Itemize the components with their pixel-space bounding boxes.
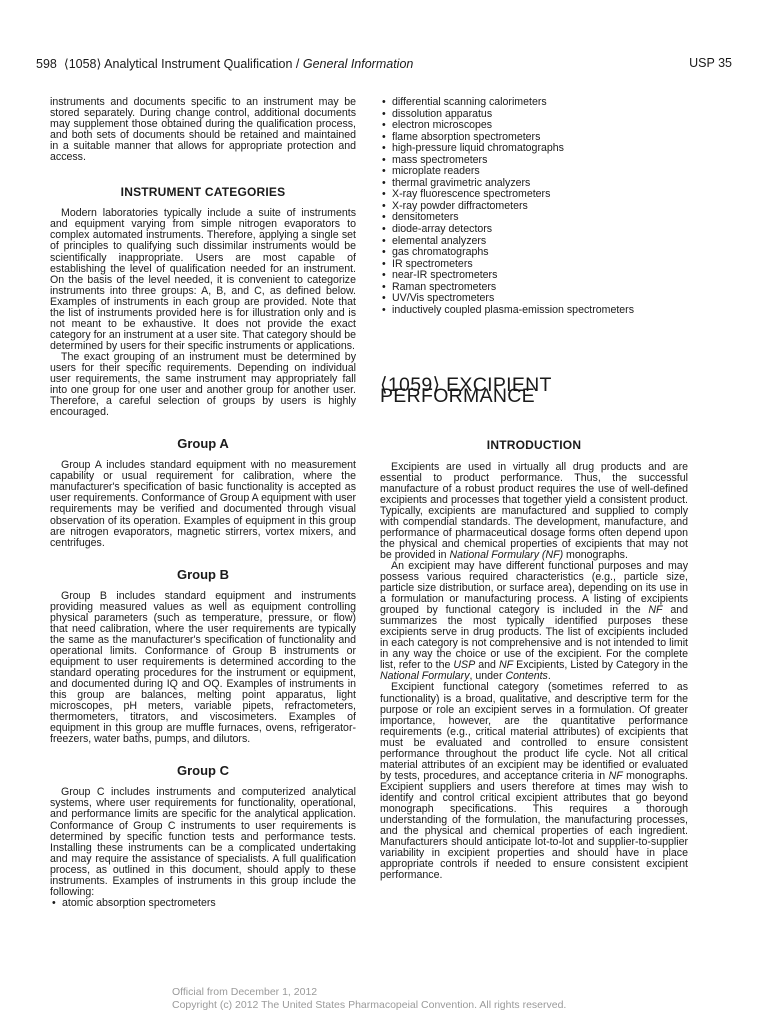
list-item: • high-pressure liquid chromatographs [380,143,688,155]
page-number: 598 [36,57,57,71]
list-item: • IR spectrometers [380,259,688,271]
list-item: • densitometers [380,212,688,224]
running-head: 598 ⟨1058⟩ Analytical Instrument Qualification / General Information [36,57,414,71]
group-b-heading: Group B [177,566,229,582]
categories-paragraph-2: The exact grouping of an instrument must be determined by users for their specific requirements. Depending on individual user requirements, the same instrument may appropriately fall into one group for one user and another group for another user. Therefore, a careful selection of groups by users is highly encouraged. [50,350,356,419]
chapter-title: ⟨1059⟩ EXCIPIENT PERFORMANCE [380,374,552,408]
list-item: • diode-array detectors [380,224,688,236]
introduction-paragraph-2: An excipient may have different functional purposes and may possess various required characteristics (e.g., particle size, particle size distribution, or surface area), depending on its use in a formulation or manufacturing process. A listing of excipients grouped by functional category is included in the NF and summarizes the most typically identified purposes these excipients serve in drug products. The list of excipients included in each category is not comprehensive and is not intended to limit in any way the choice or use of the excipient. For the complete list, refer to the USP and NF Excipients, Listed by Category in the National Formulary, under Contents. [380,559,688,683]
list-item: • atomic absorption spectrometers [50,898,356,910]
list-item: • inductively coupled plasma-emission spectrometers [380,305,688,317]
categories-paragraph-1: Modern laboratories typically include a suite of instruments and equipment varying from simple nitrogen evaporators to complex automated instruments. Therefore, applying a single set of principles to qualifying such dissimilar instruments would be scientifically inappropriate. Users are most capable of establishing the level of qualification needed for an instrument. On the basis of the level needed, it is convenient to categorize instruments into three groups: A, B, and C, as defined below. Examples of instruments in each group are provided. Note that the list of instruments provided here is for illustration only and is not meant to be exhaustive. It does not provide the exact category for an instrument at a user site. That category should be determined by users for their specific instruments or applications. [50,207,357,352]
group-c-list-start [50,898,356,910]
group-c-paragraph: Group C includes instruments and computerized analytical systems, where user requirements for functionality, operational, and performance limits are specific for the analytical application. Conformance of Group C instruments to user requirements is determined by specific function tests and performance tests. Installing these instruments can be a complicated undertaking and may require the assistance of specialists. A full qualification process, as outlined in this document, should apply to these instruments. Examples of instruments in this group include the following: [50,786,356,898]
left-column [50,97,356,909]
list-item: • X-ray fluorescence spectrometers [380,189,688,201]
page-header [36,56,732,74]
group-c-heading: Group C [177,763,229,779]
introduction-heading: INTRODUCTION [486,438,582,453]
introduction-paragraph-1: Excipients are used in virtually all drug products and are essential to product performance. Thus, the successful manufacture of a robust product requires the use of well-defined excipients and processes that together yield a consistent product. Typically, excipients are manufactured and supplied to comply with compendial standards. The development, manufacture, and performance of pharmaceutical dosage forms often depend upon the physical and chemical properties of excipients that may not be provided in National Formulary (NF) monographs. [380,460,688,561]
introduction-paragraph-3: Excipient functional category (sometimes referred to as functionality) is a broad, qualitative, and descriptive term for the purpose or role an excipient serves in a formulation. Of greater importance, however, are the quantitative performance requirements (e.g., critical material attributes) of excipients that must be evaluated and controlled to ensure consistent performance throughout the product life cycle. Not all critical material attributes of an excipient may be identified or evaluated by tests, procedures, and acceptance criteria in NF monographs. Excipient suppliers and users therefore at times may wish to identify and control critical excipient attributes that go beyond monograph specifications. This requires a thorough understanding of the formulation, the manufacturing processes, and the physical and chemical properties of each ingredient. Manufacturers should anticipate lot-to-lot and supplier-to-supplier variability in excipient properties and should have in place appropriate controls if needed to ensure consistent excipient performance. [380,681,688,882]
instrument-list [380,97,688,316]
list-item: • elemental analyzers [380,236,688,248]
list-item: • near-IR spectrometers [380,270,688,282]
instrument-categories-heading: INSTRUMENT CATEGORIES [120,185,286,200]
copyright-line: Copyright (c) 2012 The United States Pharmacopeial Convention. All rights reserved. [172,998,567,1011]
list-item: • Raman spectrometers [380,282,688,294]
list-item: • thermal gravimetric analyzers [380,178,688,190]
official-date-line: Official from December 1, 2012 [172,986,318,998]
right-column [380,97,688,881]
publication-name: USP 35 [689,56,732,70]
list-item: • flame absorption spectrometers [380,132,688,144]
list-item: • X-ray powder diffractometers [380,201,688,213]
group-a-paragraph: Group A includes standard equipment with no measurement capability or usual requirement for calibration, where the manufacturer's specification of basic functionality is accepted as user requirements. Conformance of Group A equipment with user requirements may be verified and documented through visual observation of its operation. Examples of equipment in this group are nitrogen evaporators, magnetic stirrers, vortex mixers, and centrifuges. [50,459,356,549]
list-item: • microplate readers [380,166,688,178]
group-a-heading: Group A [177,436,229,452]
list-item: • electron microscopes [380,120,688,132]
group-b-paragraph: Group B includes standard equipment and instruments providing measured values as well as equipment controlling physical parameters (such as temperature, pressure, or flow) that need calibration, where the user requirements are typically the same as the manufacturer's specification of functionality and operational limits. Conformance of Group B instruments or equipment to user requirements is determined according to the standard operating procedures for the instrument or equipment, and documented during IQ and OQ. Examples of instruments in this group are balances, melting point apparatus, light microscopes, pH meters, variable pipets, refractometers, thermometers, titrators, and viscosimeters. Examples of equipment in this group are muffle furnaces, ovens, refrigerator-freezers, water baths, pumps, and dilutors. [50,589,356,746]
continued-paragraph: instruments and documents specific to an instrument may be stored separately. During change control, additional documents may supplement those obtained during the qualification process, and both sets of documents should be retained and maintained in a suitable manner that allows for appropriate protection and access. [50,96,356,164]
list-item: • UV/Vis spectrometers [380,293,688,305]
copyright-footer [172,986,566,1011]
list-item: • mass spectrometers [380,155,688,167]
list-item: • differential scanning calorimeters [380,97,688,109]
section-name: General Information [302,57,414,71]
list-item: • gas chromatographs [380,247,688,259]
list-item: • dissolution apparatus [380,109,688,121]
chapter-reference: ⟨1058⟩ Analytical Instrument Qualification [63,57,293,71]
